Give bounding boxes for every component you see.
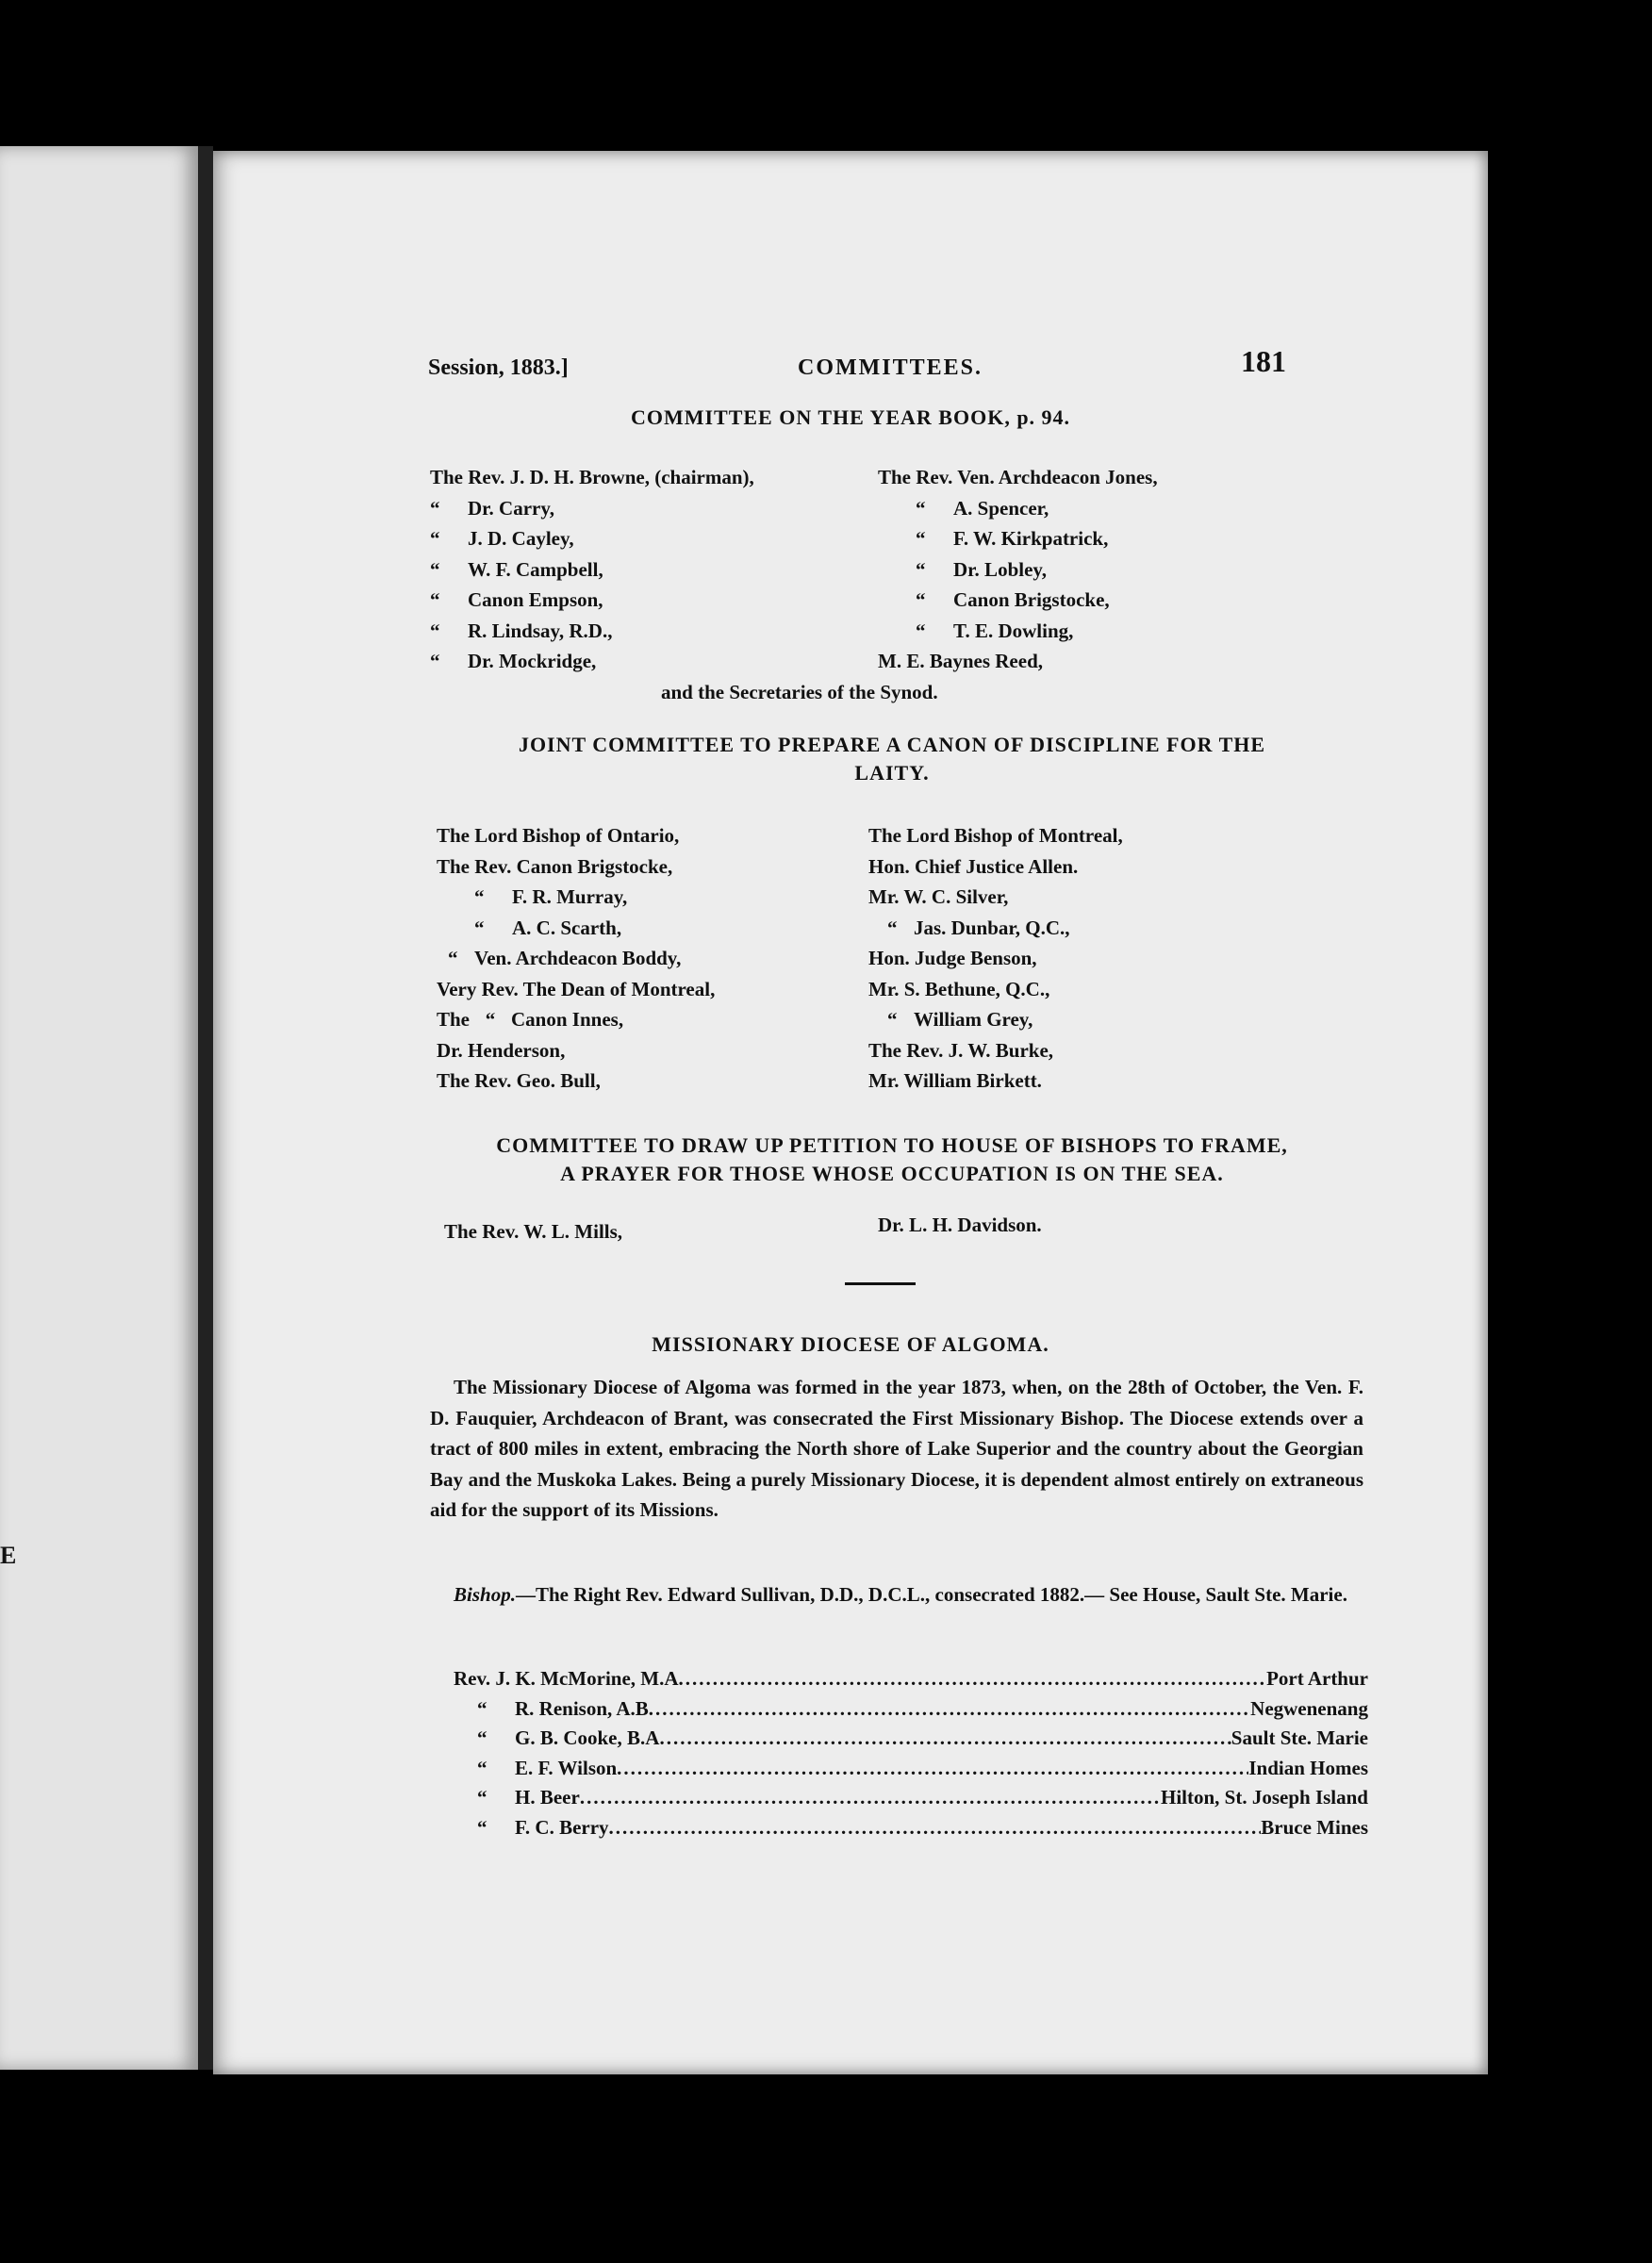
year-book-member: “ Dr. Lobley, [916,557,1047,581]
joint-member: “ Jas. Dunbar, Q.C., [887,916,1070,939]
algoma-paragraph: The Missionary Diocese of Algoma was formed in the year 1873, when, on the 28th of October, the Ven. F. D. Fauquier, Archdeacon of Brant, was consecrated the First Missionary Bishop. The Diocese extends over a tract of 800 miles in extent, embracing the North shore of Lake Superior and the country about the Georgian Bay and the Muskoka Lakes. Being a purely Missionary Diocese, it is dependent almost entirely on extraneous aid for the support of its Missions. [430,1376,1363,1521]
year-book-member: M. E. Baynes Reed, [878,650,1043,672]
left-page [0,146,198,2070]
joint-member: The “ Canon Innes, [437,1008,624,1031]
year-book-member: “ A. Spencer, [916,496,1049,520]
section-divider [845,1282,916,1285]
running-header [213,344,1488,401]
joint-member: Very Rev. The Dean of Montreal, [437,977,716,1000]
joint-left-column [437,820,715,1097]
clergy-entry: “ F. C. Berry ..... Bruce Mines [454,1813,1368,1843]
page-number: 181 [1241,344,1286,378]
clergy-entry: Rev. J. K. McMorine, M.A ..... Port Arthur [454,1664,1368,1694]
joint-member: The Lord Bishop of Montreal, [868,824,1123,847]
year-book-member: “ J. D. Cayley, [430,527,574,550]
binding-gutter [198,146,213,2070]
year-book-right-column [878,462,1158,677]
year-book-title: COMMITTEE ON THE YEAR BOOK, p. 94. [630,405,1071,429]
joint-member: The Rev. Canon Brigstocke, [437,854,673,878]
algoma-title: MISSIONARY DIOCESE OF ALGOMA. [652,1332,1049,1356]
joint-member: “ A. C. Scarth, [474,916,622,939]
joint-member: The Rev. J. W. Burke, [868,1038,1054,1062]
algoma-bishop: Bishop.—The Right Rev. Edward Sullivan, D.D., D.C.L., consecrated 1882.— See House, Sault Ste. Marie. [454,1583,1347,1606]
clergy-entry: “ R. Renison, A.B ..... Negwenenang [454,1694,1368,1725]
joint-member: Hon. Chief Justice Allen. [868,854,1079,878]
petition-member: The Rev. W. L. Mills, [444,1220,623,1243]
joint-member: The Lord Bishop of Ontario, [437,824,680,847]
joint-member: Dr. Henderson, [437,1038,566,1062]
year-book-member: “ Canon Brigstocke, [916,588,1110,611]
joint-member: Mr. William Birkett. [868,1069,1042,1092]
document-page [213,151,1488,2074]
year-book-member: “ Canon Empson, [430,588,603,611]
year-book-member: The Rev. Ven. Archdeacon Jones, [878,466,1158,488]
year-book-member: The Rev. J. D. H. Browne, (chairman), [430,466,754,488]
year-book-member: “ Dr. Mockridge, [430,650,597,672]
year-book-member: “ W. F. Campbell, [430,557,603,581]
joint-right-column [868,820,1123,1097]
clergy-list [454,1664,1368,1842]
joint-committee-title: JOINT COMMITTEE TO PREPARE A CANON OF DISCIPLINE FOR THE LAITY. [518,733,1266,785]
joint-member: The Rev. Geo. Bull, [437,1069,601,1092]
joint-member: “ F. R. Murray, [474,885,628,908]
header-title: COMMITTEES. [798,355,983,380]
year-book-member: “ T. E. Dowling, [916,619,1074,642]
petition-committee-title: COMMITTEE TO DRAW UP PETITION TO HOUSE OF BISHOPS TO FRAME, A PRAYER FOR THOSE WHOSE OCCUPATION IS ON THE SEA. [496,1133,1288,1185]
petition-member: Dr. L. H. Davidson. [878,1214,1042,1236]
clergy-entry: “ E. F. Wilson ..... Indian Homes [454,1754,1368,1784]
left-page-edge-letter: E [0,1542,17,1569]
clergy-entry: “ G. B. Cooke, B.A ..... Sault Ste. Marie [454,1724,1368,1754]
joint-member: Mr. W. C. Silver, [868,885,1009,908]
year-book-left-column [430,462,754,677]
joint-member: “ William Grey, [887,1008,1033,1031]
year-book-footer: and the Secretaries of the Synod. [661,681,938,703]
year-book-member: “ Dr. Carry, [430,496,554,520]
joint-member: Mr. S. Bethune, Q.C., [868,977,1050,1000]
joint-member: Hon. Judge Benson, [868,947,1037,969]
year-book-member: “ R. Lindsay, R.D., [430,619,613,642]
clergy-entry: “ H. Beer ..... Hilton, St. Joseph Island [454,1783,1368,1813]
header-session: Session, 1883.] [428,355,569,380]
year-book-member: “ F. W. Kirkpatrick, [916,527,1109,550]
joint-member: “ Ven. Archdeacon Boddy, [448,947,682,969]
